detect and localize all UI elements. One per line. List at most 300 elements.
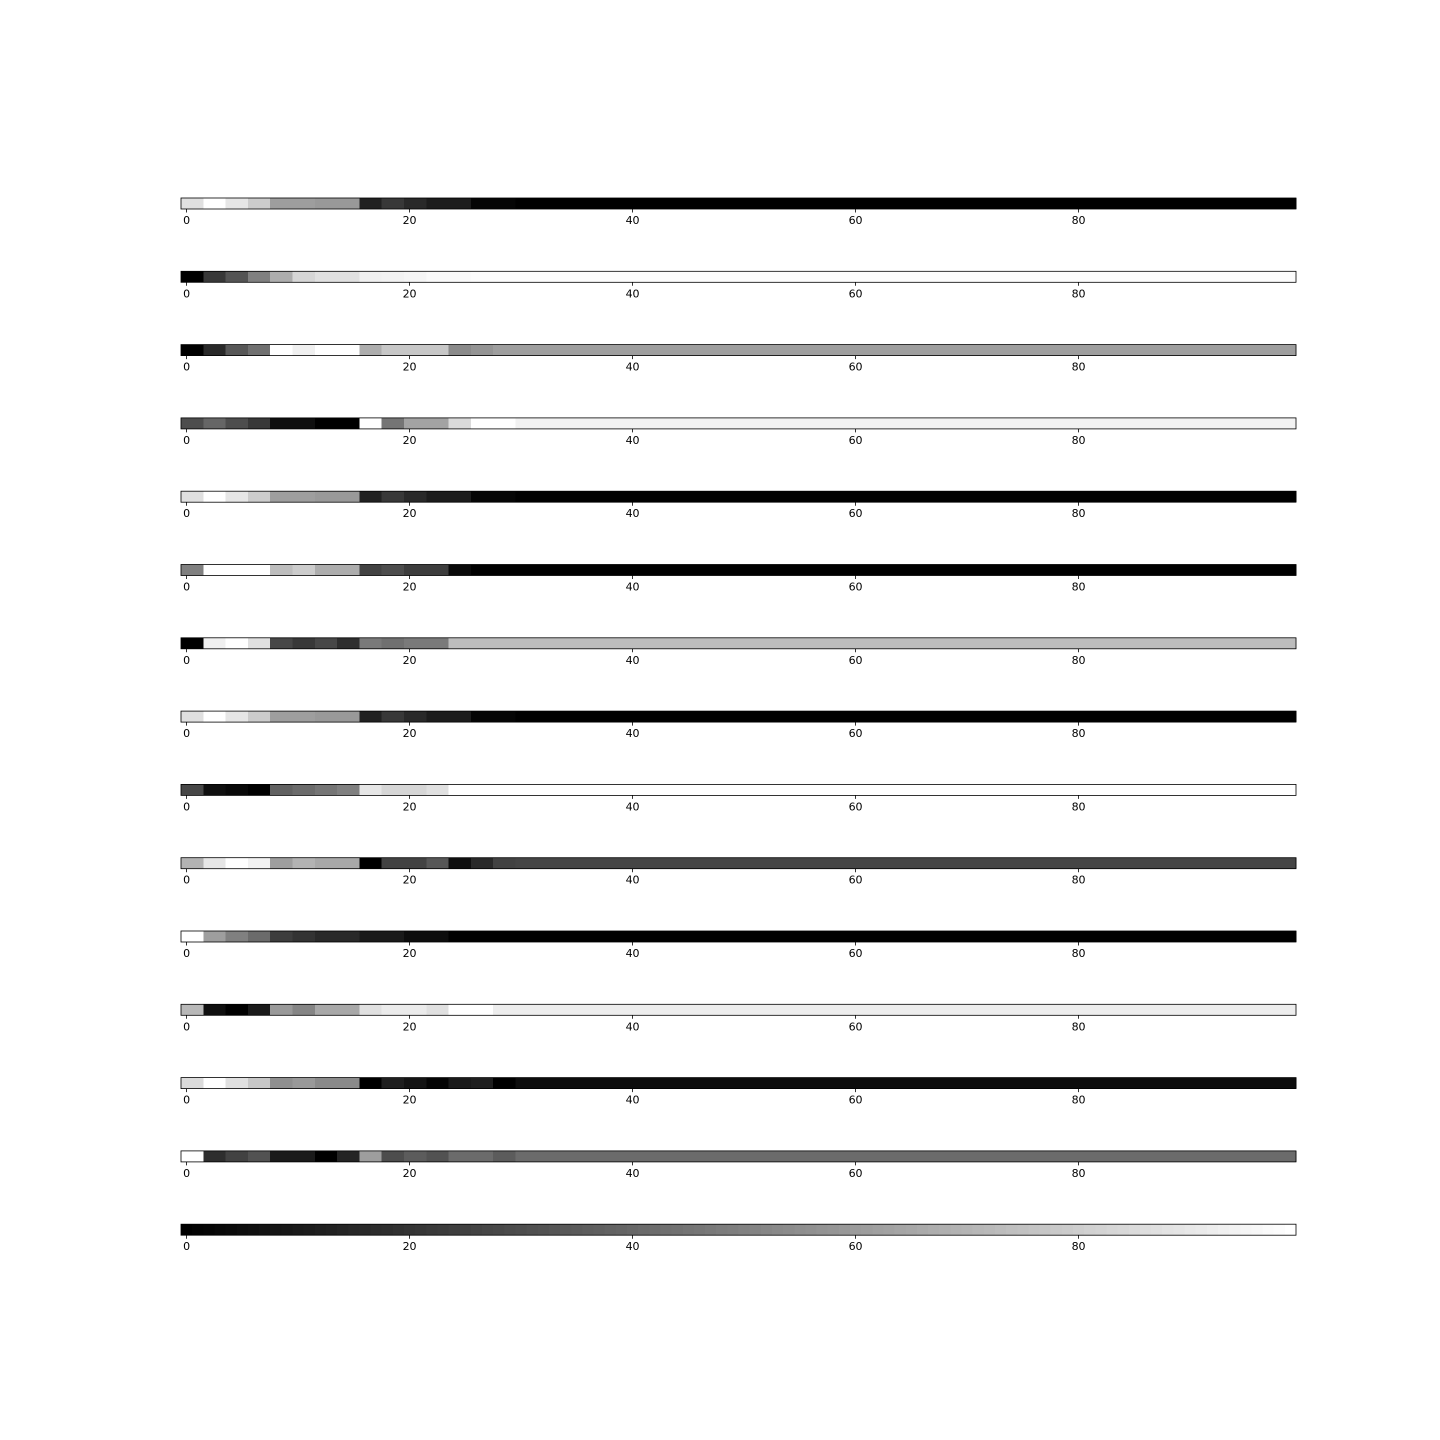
heatmap-cell xyxy=(1118,1224,1130,1235)
heatmap-cell xyxy=(203,711,226,722)
heatmap-cell xyxy=(382,271,405,282)
heatmap-cell xyxy=(359,565,382,576)
heatmap-cell xyxy=(861,1224,873,1235)
heatmap-cell xyxy=(226,1004,249,1015)
x-tick-label: 0 xyxy=(183,727,191,741)
x-tick-label: 60 xyxy=(848,433,863,447)
x-tick-label: 60 xyxy=(848,727,863,741)
heatmap-cell xyxy=(783,1224,795,1235)
heatmap-cell xyxy=(1263,1224,1275,1235)
heatmap-cell xyxy=(1185,1224,1197,1235)
heatmap-cell xyxy=(270,1224,282,1235)
heatmap-cell xyxy=(1106,1224,1118,1235)
heatmap-cell xyxy=(181,418,204,429)
heatmap-cell xyxy=(382,198,405,209)
heatmap-cell xyxy=(181,198,204,209)
heatmap-cell xyxy=(1073,1224,1085,1235)
x-tick-label: 60 xyxy=(848,800,863,814)
heatmap-cell xyxy=(248,271,271,282)
x-tick-label: 60 xyxy=(848,214,863,227)
heatmap-cell xyxy=(761,1224,773,1235)
heatmap-cell xyxy=(293,1004,316,1015)
x-tick-label: 80 xyxy=(1071,214,1086,227)
x-tick-label: 80 xyxy=(1071,580,1086,594)
heatmap-cell xyxy=(404,565,449,576)
heatmap-row xyxy=(181,1224,1297,1253)
heatmap-cell xyxy=(270,1004,293,1015)
heatmap-cell xyxy=(516,1151,1297,1162)
heatmap-cell xyxy=(1051,1224,1063,1235)
heatmap-cell xyxy=(772,1224,784,1235)
heatmap-cell xyxy=(471,198,516,209)
heatmap-cell xyxy=(493,1004,1296,1015)
heatmap-cell xyxy=(828,1224,840,1235)
heatmap-row xyxy=(181,565,1297,594)
heatmap-cell xyxy=(449,638,1297,649)
x-tick-label: 80 xyxy=(1071,947,1086,960)
heatmap-cell xyxy=(259,1224,271,1235)
x-tick-label: 60 xyxy=(848,360,863,374)
heatmap-cell xyxy=(404,418,449,429)
heatmap-cell xyxy=(181,711,204,722)
heatmap-cell xyxy=(270,198,315,209)
heatmap-cell xyxy=(293,1078,316,1089)
heatmap-cell xyxy=(248,491,271,502)
x-tick-label: 20 xyxy=(402,800,417,814)
heatmap-cell xyxy=(415,1224,427,1235)
heatmap-cell xyxy=(270,491,315,502)
heatmap-cell xyxy=(326,1224,338,1235)
x-tick-label: 40 xyxy=(625,580,640,594)
heatmap-cell xyxy=(293,858,316,869)
heatmap-cell xyxy=(404,711,427,722)
heatmap-cell xyxy=(226,1224,238,1235)
heatmap-cell xyxy=(203,271,226,282)
x-tick-label: 80 xyxy=(1071,507,1086,521)
x-tick-label: 20 xyxy=(402,214,417,227)
heatmap-cell xyxy=(226,198,249,209)
x-tick-label: 60 xyxy=(848,1093,863,1107)
heatmap-cell xyxy=(493,345,1296,356)
x-tick-label: 60 xyxy=(848,1240,863,1254)
heatmap-cell xyxy=(382,858,427,869)
heatmap-cell xyxy=(1240,1224,1252,1235)
heatmap-cell xyxy=(973,1224,985,1235)
x-tick-label: 0 xyxy=(183,947,191,960)
heatmap-cell xyxy=(426,858,449,869)
heatmap-cell xyxy=(293,931,316,942)
x-tick-label: 40 xyxy=(625,507,640,521)
heatmap-cell xyxy=(293,1224,305,1235)
heatmap-cell xyxy=(1140,1224,1152,1235)
heatmap-cell xyxy=(928,1224,940,1235)
x-tick-label: 20 xyxy=(402,947,417,960)
heatmap-cell xyxy=(426,1004,449,1015)
heatmap-cell xyxy=(203,565,270,576)
x-tick-label: 0 xyxy=(183,287,191,301)
heatmap-cell xyxy=(359,198,382,209)
heatmap-cell xyxy=(449,1004,494,1015)
heatmap-cell xyxy=(248,198,271,209)
heatmap-cell xyxy=(883,1224,895,1235)
heatmap-cell xyxy=(337,1224,349,1235)
heatmap-cell xyxy=(203,1151,226,1162)
x-tick-label: 20 xyxy=(402,1240,417,1254)
heatmap-cell xyxy=(660,1224,672,1235)
heatmap-cell xyxy=(917,1224,929,1235)
heatmap-cell xyxy=(203,1004,226,1015)
heatmap-cell xyxy=(315,491,360,502)
heatmap-cell xyxy=(449,345,472,356)
heatmap-cell xyxy=(493,1151,516,1162)
heatmap-cell xyxy=(683,1224,695,1235)
heatmap-cell xyxy=(382,1004,427,1015)
heatmap-cell xyxy=(337,1151,360,1162)
heatmap-cell xyxy=(181,491,204,502)
heatmap-cell xyxy=(181,565,204,576)
heatmap-row xyxy=(181,784,1297,813)
x-tick-label: 40 xyxy=(625,1166,640,1180)
x-tick-label: 60 xyxy=(848,947,863,960)
heatmap-cell xyxy=(516,198,1297,209)
heatmap-cell xyxy=(460,1224,472,1235)
heatmap-cell xyxy=(248,418,271,429)
heatmap-cell xyxy=(359,711,382,722)
heatmap-cell xyxy=(1274,1224,1286,1235)
x-tick-label: 20 xyxy=(402,873,417,887)
heatmap-cell xyxy=(203,638,226,649)
x-tick-label: 0 xyxy=(183,507,191,521)
x-tick-label: 60 xyxy=(848,653,863,667)
heatmap-row xyxy=(181,1004,1297,1033)
heatmap-cell xyxy=(270,565,293,576)
heatmap-cell xyxy=(449,418,472,429)
x-tick-label: 40 xyxy=(625,947,640,960)
heatmap-cell xyxy=(1285,1224,1297,1235)
heatmap-cell xyxy=(359,491,382,502)
heatmap-cell xyxy=(404,1151,427,1162)
x-tick-label: 80 xyxy=(1071,287,1086,301)
heatmap-cell xyxy=(449,1151,494,1162)
heatmap-cell xyxy=(739,1224,751,1235)
heatmap-cell xyxy=(1006,1224,1018,1235)
heatmap-cell xyxy=(315,271,360,282)
heatmap-cell xyxy=(270,1151,315,1162)
heatmap-cell xyxy=(248,1078,271,1089)
x-tick-label: 80 xyxy=(1071,1020,1086,1034)
heatmap-cell xyxy=(359,858,382,869)
heatmap-cell xyxy=(404,271,427,282)
heatmap-cell xyxy=(315,784,338,795)
heatmap-cell xyxy=(594,1224,606,1235)
heatmap-cell xyxy=(203,418,226,429)
heatmap-cell xyxy=(359,345,382,356)
heatmap-cell xyxy=(1229,1224,1241,1235)
heatmap-strips xyxy=(181,198,1297,1253)
heatmap-row xyxy=(181,491,1297,520)
heatmap-cell xyxy=(226,784,249,795)
heatmap-cell xyxy=(995,1224,1007,1235)
heatmap-cell xyxy=(471,345,494,356)
heatmap-cell xyxy=(1162,1224,1174,1235)
heatmap-cell xyxy=(527,1224,539,1235)
x-tick-label: 80 xyxy=(1071,727,1086,741)
x-tick-label: 20 xyxy=(402,287,417,301)
heatmap-cell xyxy=(426,711,471,722)
heatmap-cell xyxy=(281,1224,293,1235)
heatmap-row xyxy=(181,271,1297,300)
heatmap-cell xyxy=(270,1078,293,1089)
heatmap-cell xyxy=(1040,1224,1052,1235)
heatmap-cell xyxy=(627,1224,639,1235)
heatmap-row xyxy=(181,1078,1297,1107)
heatmap-cell xyxy=(805,1224,817,1235)
x-tick-label: 20 xyxy=(402,1166,417,1180)
heatmap-cell xyxy=(404,198,427,209)
x-tick-label: 60 xyxy=(848,873,863,887)
x-tick-label: 40 xyxy=(625,360,640,374)
heatmap-cell xyxy=(906,1224,918,1235)
heatmap-cell xyxy=(638,1224,650,1235)
heatmap-cell xyxy=(181,638,204,649)
heatmap-cell xyxy=(359,1078,382,1089)
heatmap-cell xyxy=(270,711,315,722)
heatmap-cell xyxy=(382,1078,405,1089)
heatmap-cell xyxy=(605,1224,617,1235)
heatmap-cell xyxy=(516,1078,1297,1089)
heatmap-cell xyxy=(293,345,316,356)
x-tick-label: 60 xyxy=(848,1166,863,1180)
heatmap-cell xyxy=(1129,1224,1141,1235)
heatmap-cell xyxy=(226,418,249,429)
heatmap-cell xyxy=(817,1224,829,1235)
x-tick-label: 80 xyxy=(1071,360,1086,374)
heatmap-cell xyxy=(404,638,449,649)
x-tick-label: 80 xyxy=(1071,1166,1086,1180)
heatmap-cell xyxy=(449,1224,461,1235)
x-tick-label: 0 xyxy=(183,1240,191,1254)
x-tick-label: 0 xyxy=(183,1020,191,1034)
x-tick-label: 20 xyxy=(402,360,417,374)
heatmap-cell xyxy=(359,638,382,649)
x-tick-label: 0 xyxy=(183,214,191,227)
heatmap-cell xyxy=(248,784,271,795)
heatmap-cell xyxy=(382,418,405,429)
heatmap-cell xyxy=(426,271,471,282)
x-tick-label: 80 xyxy=(1071,653,1086,667)
heatmap-cell xyxy=(471,271,1297,282)
heatmap-cell xyxy=(181,1004,204,1015)
x-tick-label: 20 xyxy=(402,1093,417,1107)
heatmap-cell xyxy=(270,858,293,869)
heatmap-cell xyxy=(482,1224,494,1235)
x-tick-label: 80 xyxy=(1071,433,1086,447)
heatmap-cell xyxy=(839,1224,851,1235)
x-tick-label: 40 xyxy=(625,800,640,814)
heatmap-cell xyxy=(649,1224,661,1235)
heatmap-row xyxy=(181,858,1297,887)
heatmap-cell xyxy=(214,1224,226,1235)
heatmap-cell xyxy=(382,638,405,649)
heatmap-cell xyxy=(248,858,271,869)
heatmap-cell xyxy=(504,1224,516,1235)
heatmap-cell xyxy=(192,1224,204,1235)
heatmap-cell xyxy=(895,1224,907,1235)
heatmap-cell xyxy=(672,1224,684,1235)
heatmap-cell xyxy=(181,345,204,356)
heatmap-cell xyxy=(359,784,382,795)
heatmap-cell xyxy=(203,198,226,209)
heatmap-cell xyxy=(337,638,360,649)
heatmap-cell xyxy=(984,1224,996,1235)
heatmap-cell xyxy=(404,491,427,502)
heatmap-cell xyxy=(315,418,360,429)
heatmap-cell xyxy=(203,491,226,502)
heatmap-cell xyxy=(315,565,360,576)
heatmap-cell xyxy=(248,711,271,722)
heatmap-cell xyxy=(293,638,316,649)
heatmap-row xyxy=(181,711,1297,740)
heatmap-cell xyxy=(794,1224,806,1235)
x-tick-label: 40 xyxy=(625,873,640,887)
heatmap-cell xyxy=(560,1224,572,1235)
heatmap-cell xyxy=(181,784,204,795)
heatmap-cell xyxy=(516,711,1297,722)
heatmap-cell xyxy=(248,1224,260,1235)
heatmap-cell xyxy=(315,711,360,722)
heatmap-cell xyxy=(1218,1224,1230,1235)
x-tick-label: 80 xyxy=(1071,1093,1086,1107)
heatmap-cell xyxy=(1151,1224,1163,1235)
heatmap-cell xyxy=(750,1224,762,1235)
heatmap-cell xyxy=(426,1224,438,1235)
heatmap-cell xyxy=(716,1224,728,1235)
heatmap-cell xyxy=(471,711,516,722)
heatmap-cell xyxy=(293,784,316,795)
heatmap-cell xyxy=(1062,1224,1074,1235)
heatmap-cell xyxy=(270,931,293,942)
heatmap-cell xyxy=(404,1078,427,1089)
heatmap-cell xyxy=(1084,1224,1096,1235)
heatmap-cell xyxy=(382,1151,405,1162)
heatmap-cell xyxy=(538,1224,550,1235)
heatmap-cell xyxy=(449,565,472,576)
heatmap-cell xyxy=(203,784,226,795)
heatmap-cell xyxy=(203,1224,215,1235)
heatmap-cell xyxy=(426,491,471,502)
heatmap-cell xyxy=(315,638,338,649)
heatmap-cell xyxy=(1095,1224,1107,1235)
heatmap-cell xyxy=(226,1151,249,1162)
heatmap-cell xyxy=(437,1224,449,1235)
x-tick-label: 20 xyxy=(402,507,417,521)
heatmap-cell xyxy=(315,1078,360,1089)
x-tick-label: 80 xyxy=(1071,873,1086,887)
heatmap-cell xyxy=(304,1224,316,1235)
heatmap-cell xyxy=(203,1078,226,1089)
heatmap-cell xyxy=(471,858,494,869)
heatmap-cell xyxy=(516,491,1297,502)
heatmap-cell xyxy=(203,931,226,942)
heatmap-cell xyxy=(493,1224,505,1235)
heatmap-cell xyxy=(404,1224,416,1235)
heatmap-cell xyxy=(226,931,249,942)
x-tick-label: 40 xyxy=(625,1020,640,1034)
heatmap-cell xyxy=(181,271,204,282)
heatmap-cell xyxy=(359,1151,382,1162)
heatmap-cell xyxy=(226,345,249,356)
x-tick-label: 20 xyxy=(402,653,417,667)
heatmap-cell xyxy=(571,1224,583,1235)
heatmap-cell xyxy=(471,491,516,502)
heatmap-cell xyxy=(449,858,472,869)
x-tick-label: 40 xyxy=(625,1240,640,1254)
x-tick-label: 0 xyxy=(183,433,191,447)
heatmap-cell xyxy=(616,1224,628,1235)
heatmap-cell xyxy=(359,1224,371,1235)
x-tick-label: 60 xyxy=(848,580,863,594)
heatmap-cell xyxy=(872,1224,884,1235)
x-tick-label: 0 xyxy=(183,1166,191,1180)
heatmap-cell xyxy=(270,271,293,282)
x-tick-label: 80 xyxy=(1071,800,1086,814)
heatmap-cell xyxy=(471,418,516,429)
heatmap-cell xyxy=(226,1078,249,1089)
heatmap-cell xyxy=(471,1224,483,1235)
x-tick-label: 0 xyxy=(183,360,191,374)
heatmap-cell xyxy=(1017,1224,1029,1235)
heatmap-cell xyxy=(315,931,360,942)
heatmap-cell xyxy=(181,931,204,942)
heatmap-cell xyxy=(270,784,293,795)
heatmap-row xyxy=(181,638,1297,667)
heatmap-cell xyxy=(337,784,360,795)
x-tick-label: 20 xyxy=(402,727,417,741)
heatmap-cell xyxy=(727,1224,739,1235)
heatmap-cell xyxy=(181,1078,204,1089)
heatmap-cell xyxy=(359,271,382,282)
heatmap-cell xyxy=(449,1078,472,1089)
heatmap-cell xyxy=(471,1078,494,1089)
heatmap-cell xyxy=(226,271,249,282)
heatmap-cell xyxy=(248,1004,271,1015)
x-tick-label: 60 xyxy=(848,507,863,521)
heatmap-cell xyxy=(315,1224,327,1235)
heatmap-cell xyxy=(226,858,249,869)
heatmap-row xyxy=(181,198,1297,227)
x-tick-label: 0 xyxy=(183,1093,191,1107)
heatmap-cell xyxy=(181,1151,204,1162)
heatmap-cell xyxy=(939,1224,951,1235)
heatmap-cell xyxy=(315,1004,360,1015)
heatmap-cell xyxy=(382,565,405,576)
heatmap-cell xyxy=(226,638,249,649)
heatmap-cell xyxy=(404,931,449,942)
x-tick-label: 0 xyxy=(183,580,191,594)
heatmap-cell xyxy=(270,638,293,649)
heatmap-cell xyxy=(471,565,1297,576)
heatmap-cell xyxy=(203,858,226,869)
x-tick-label: 60 xyxy=(848,287,863,301)
heatmap-cell xyxy=(293,271,316,282)
heatmap-row xyxy=(181,345,1297,374)
heatmap-cell xyxy=(1173,1224,1185,1235)
x-tick-label: 40 xyxy=(625,287,640,301)
x-tick-label: 0 xyxy=(183,873,191,887)
heatmap-cell xyxy=(181,1224,193,1235)
heatmap-cell xyxy=(248,1151,271,1162)
x-tick-label: 20 xyxy=(402,433,417,447)
